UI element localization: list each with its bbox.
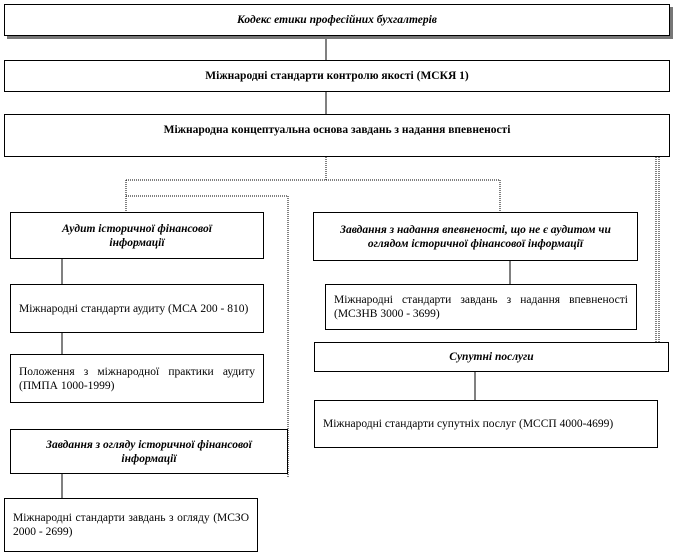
node-assurance-other (313, 212, 638, 261)
node-isae (325, 284, 637, 330)
node-iaps (10, 354, 264, 403)
node-isrs (314, 400, 658, 448)
node-isa-label: Міжнародні стандарти аудиту (МСА 200 - 810) (19, 302, 249, 315)
node-audit-hist-label: Аудит історичної фінансової інформації (62, 222, 212, 249)
node-related (314, 342, 669, 372)
node-assurance-other-label: Завдання з надання впевненості, що не є аудитом чи оглядом історичної фінансової інформації (340, 223, 611, 250)
node-iscq1 (4, 60, 670, 92)
node-related-label: Супутні послуги (449, 351, 534, 363)
node-audit-hist (10, 212, 264, 259)
node-iscq1-label: Міжнародні стандарти контролю якості (МСКЯ 1) (205, 70, 469, 82)
node-isre (4, 498, 258, 552)
node-review-hist-label: Завдання з огляду історичної фінансової інформації (46, 438, 252, 465)
node-isre-label: Міжнародні стандарти завдань з огляду (МСЗО 2000 - 2699) (13, 512, 249, 538)
node-isrs-label: Міжнародні стандарти супутніх послуг (МССП 4000-4699) (323, 418, 614, 430)
node-isa (10, 284, 264, 333)
node-ethics-code (4, 4, 670, 36)
node-framework-label: Міжнародна концептуальна основа завдань з надання впевненості (163, 124, 511, 136)
node-review-hist (10, 429, 288, 474)
node-ethics-code-label: Кодекс етики професійних бухгалтерів (237, 14, 437, 26)
node-framework (4, 114, 670, 157)
node-isae-label: Міжнародні стандарти завдань з надання впевненості (МСЗНВ 3000 - 3699) (334, 294, 628, 320)
node-iaps-label: Положення з міжнародної практики аудиту (ПМПА 1000-1999) (19, 365, 255, 392)
